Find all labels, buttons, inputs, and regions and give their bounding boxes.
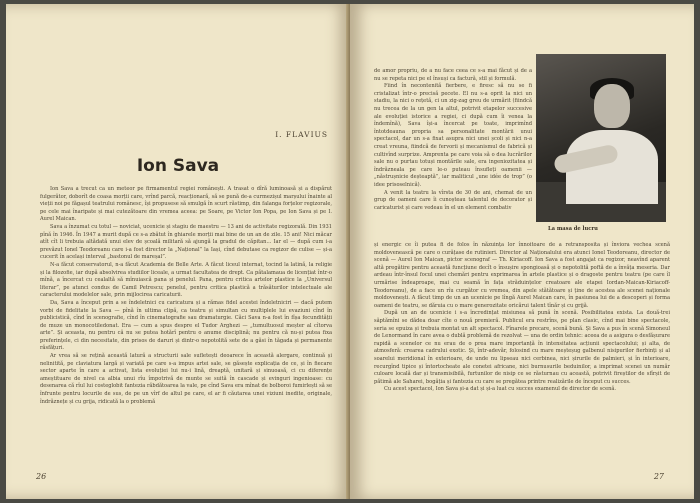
page-number-right: 27 <box>653 472 664 481</box>
page-number-left: 26 <box>36 472 47 481</box>
paragraph: Cu acest spectacol, Ion Sava și-a dat și și-a luat cu succes examenul de director de scenă. <box>384 386 617 393</box>
portrait-photo <box>536 54 666 222</box>
photo-caption: La masa de lucru <box>548 226 598 232</box>
right-page <box>350 4 694 499</box>
paragraph: Fiind în necontenită fierbere, e firesc să nu se fi cristalizat într-o precisă pecete. El nu s-a oprit la nici un stadiu, la nici o rețetă, ci un zig-zag greu de urmărit (fiindcă nu trecea de la un gen la altul, potrivit etapelor succesive ale evoluției istorice a regiei, ci după cum îi venea la îndemînă), Sava își-a încercat pe toate, imprimînd întotdeauna propria sa personalitate montării unui spectacol, dar un s-a fixat asupra nici unei școli și nici n-a creat vreuna, fiindcă de fervorii și mecanismul de fabrică și cultivînd surprize. Amprenta pe care voia să o dea lucrărilor sale nu o purtau totuși montările sale, era ingeniozitatea și îndrăzneala pe care le-o puteau însufleți oamenii — „năstrușnicie deșteaptă”, iar maliticul „une idée de trop” (o idee prisoselnică). <box>374 83 532 188</box>
paragraph: Da, Sava a început prin a se îndeletnici cu caricatura și a rămas fidel acestei îndeletniciri — dacă putem vorbi de fidelitate la Sava — pînă în ultima clipă, ca teatru și simultan cu multiplele lui evaziuni cînd în publicistică, cînd în scenografie, cînd în cinematografie sau dramaturgie. Căci Sava n-a fost în fîșa fecundității de muze un monocotiledonat. Era — cum a spus despre el Tudor Arghezi — „tumultuosul meșter al cîtorva arte”. Și aceasta, nu pentru că nu se putea hotărî pentru o anume disciplină; nu pentru că nu-și putea fixa preferințele, ci din necesitate, din prisos de daruri și dintr-o nepotolită sete de a găsi în tăgada și permanente răsfățuri. <box>40 299 332 352</box>
paragraph: După un an de ucenicie i s-a încredințat misiunea să pună în scenă. Posibilitatea exista. La două-trei săptămîni se dădea doar cîte o nouă premieră. Publicul era restrîns, pe plan clasic, cînd mai bine spectacole, seria se epuiza și trebuia montat un alt spectacol. Fînarele precare, scenă bună. Și Sava a pus în scenă Simoneul de Lenormand în care avea o dublă problemă de rezolvat — una de ordin tehnic: aceea de a asigura o desfășurare rapidă a scenelor ce nu erau de o prea mare importanță în intensitatea acțiunii spectacolului; și alta, de atmosferă: crearea cadrului exotic. Și, într-adevăr, folosind cu mare meșteșug galbenul nisipurilor fierbinți și al soarelui meridional în exterioare, de unde nu lipseau nici cerbinea, nici șirurile de palmieri, și în interioare, recurgînd tipice și întortocheate ale conetei africane, nici burnusurile beduinilor, a imprimat scenei un număr culoare locală dar și transmisibilă, furtunilor de nisip ce se răsturnau cu această, potrivit fireștilor de sfîrșit de pătimă ale Saharei, bogăția și fantezia cu care se pregătea printre realizările de început cu succes. <box>374 310 670 385</box>
paragraph: N-a făcut conservatorul, n-a făcut Academia de Belle Arte. A făcut liceul internat, tocind la latină, la religie și la filozofie, iar după absolvirea studiilor liceale, a urmat facultatea de drept. Ca pătalamaua de licențiat într-o mînă, a încercat cu cealaltă să mînuiască pana și penelul. Pana, pentru critica artelor plastice la „Universul literar”, pe atunci condus de Camil Petrescu; penelul, pentru critica plastică a trăsăturilor intelectuale ale caracterului modelelor sale, prin mijlocirea caricaturii. <box>40 261 332 299</box>
paragraph: și energic ce îi putea fi de folos în năzuința lor înnoitoare de a retransposita și înviora vechea scenă moldovenească pe care o curățase de rutinieri. Director al Naționalului era atunci Ionel Teodoreanu, director de scenă — Aurel Ion Maican, pictor scenograf — Th. Kiriacoff. Ion Sava a fost angajat ca regizor, neavînd aparent altă pregătire pentru această funcțiune decît o însușire spongioasă și o nepotolită poftă de a învăța meseria. Dar ardeau într-însul focul unei chemări pentru exprimarea în artele plastice și o dragoste pentru teatru (pe care îl urmărise îndeaproape, mai cu seamă în fața străduințelor creatoare ale etapei Iordan-Maican-Kiriacoff-Teodoreanu), de a face un rîu curgător cu vremea, din apele stătătoare și ține de acestea ale scenei naționale moldovenești. A făcut timp de un an ucenicie pe lîngă Aurel Maican care, în pasiunea lui de a descoperi și forma oameni de teatru, se dăruia cu o mare generozitate oricărui talent tînăr și cu grijă. <box>374 242 670 309</box>
paragraph: Ion Sava a trecut ca un meteor pe firmamentul regiei românești. A trasat o dîră luminoasă și a dispărut fulgerător, doborît de coasa morții care, vrînd parcă, reacționară, să se pună de-a curmezișul marșului înainte al vieții noi pe făgașul teatrului românesc, își propusese să smulgă în scurt răstimp, din falanga forțelor regizorale, pe cele mai înaripate și mai cutezătoare din vremea aceea: pe Soare, pe Victor Ion Popa, pe Ion Sava și pe I. Aurel Maican. <box>40 186 332 223</box>
article-author: I. FLAVIUS <box>275 130 328 139</box>
article-title: Ion Sava <box>136 156 220 176</box>
left-page <box>6 4 350 499</box>
paragraph: A venit la teatru la vîrsta de 30 de ani, chemat de un grup de oameni care îi cunoșteau talentul de decorator și caricaturist și care vedeau în el un element combativ <box>374 189 532 211</box>
right-page-bottom-body <box>374 242 670 394</box>
right-page-top-body <box>374 68 532 212</box>
left-page-body <box>40 186 332 406</box>
paragraph: de amor propriu, de a nu face ceea ce s-a mai făcut și de a nu se repeta nici pe el însuși ca factură, stil și formulă. <box>374 68 532 82</box>
paragraph: Sava a înzumat cu totul — noviciat, ucenicie și stagiu de maestru — 13 ani de activitate regizorală. Din 1931 pînă în 1946. În 1947 a murit după ce s-a zbătut în ghiarele morții mai bine de un an de zile. 15 ani! Nici măcar atît cît li trebuia altădată unui elev de școală militară să ajungă la gradul de căpitan... Iar el — după cum i-a prevăzut Ionel Teodoreanu care i-a fost director la „Național” la Iași, cînd debutase ca regizor de culise — și-a cucerit în același interval „bastonul de mareșal”. <box>40 223 332 261</box>
paragraph: Ar vrea să se rețină această latură a structurii sale sufletești deoarece în această alergare, continuă și nelinitită, pe claviatura largă și variată pe care s-a impus artei sale, se găsește explicația de ce, și în fiecare sector aparte în care a activat, lista evoluției lui nu-i lină, dreaptă, unitară și sinuoasă, ci cu diferențe ameștituare de nivel ca albia unui rîu împotrivă de munte se suită în cascade și evinguri ingenioase: cu desenarea că rîul lui costeglobit fantezia răbdătoarea la vale, pe cînd Sava era mînat de bolboroi fumirlești să se înfrunte pentru locurile de sus, de pe un vîrf de altul pe care, el ar fi căutarea unei viziuni inedite, originale, îndrăznețe și cu grija, ridicată la o problemă <box>40 353 332 405</box>
